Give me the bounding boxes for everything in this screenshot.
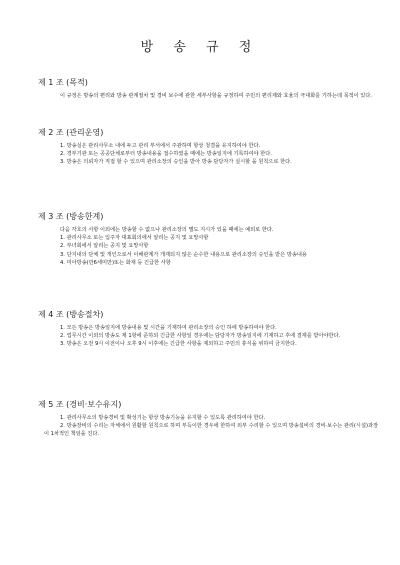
article-2	[38, 128, 378, 167]
article-clause: 3. 방송은 오전 9시 이전이나 오후 9시 이후에는 긴급한 사항을 제외하고 주민의 휴식을 위하여 금지한다.	[60, 341, 297, 348]
article-clause: 1. 모든 방송은 방송일지에 방송내용 및 시간을 기재하여 관리소장의 승인 하에 방송하여야 한다.	[60, 325, 277, 331]
article-paragraph: 이 규정은 방송의 편리와 방송 관계절차 및 경비 보수에 관한 세부사항을 규정하여 주민의 편리제와 효율의 극대화를 기하는데 목적이 있다.	[60, 93, 372, 99]
article-clause: 1. 방송실은 관리사무소 내에 두고 관리 부서에서 주관하며 항상 청결을 유지하여야 한다.	[60, 143, 261, 149]
article-intro: 다음 각호의 사항 이외에는 방송할 수 없으나 관리소장의 별도 지시가 있을 때에는 예외로 한다.	[60, 227, 274, 233]
article-clause: 1. 관리사무소 또는 입주자 대표회의에서 알리는 공지 및 요망사항	[60, 235, 209, 242]
article-clause: 1. 관리사무소의 방송경비 및 확성기는 항상 방송기능을 유지할 수 있도록 관리하여야 한다.	[60, 415, 266, 421]
article-clause: 2. 업무시간 이외의 방송도 제 1항에 준하되 긴급한 사항일 경우에는 담당자가 방송일지에 기재하고 후에 결재를 받아야한다.	[60, 333, 341, 340]
article-5	[38, 400, 378, 439]
article-clause: 2. 부녀회에서 알리는 공지 및 요망사항	[60, 243, 149, 250]
article-clause: 4. 미아방송(만6세미만)또는 화재 등 긴급한 사항	[60, 259, 171, 266]
document-title: 방 송 규 정	[140, 40, 260, 55]
article-1	[38, 78, 378, 100]
article-heading: 제 3 조 (방송한계)	[38, 212, 104, 221]
article-3	[38, 212, 378, 267]
article-heading: 제 2 조 (관리운영)	[38, 128, 104, 137]
article-4	[38, 310, 378, 349]
article-heading: 제 5 조 (경비·보수유지)	[38, 400, 122, 409]
article-clause: 2. 경부기관 또는 공공단체로부터 방송내용을 접수하였을 때에는 방송일지에 기록하여야 한다.	[60, 151, 272, 158]
article-heading: 제 1 조 (목적)	[38, 78, 88, 87]
article-clause: 3. 방송은 의뢰자가 직접 할 수 있으며 관리소장의 승인을 받아 방송 담당자가 실시할 을 원칙으로 한다.	[60, 159, 292, 166]
article-clause: 2. 방송장비의 수리는 자체에서 원활할 원칙으로 하며 부득이한 경우에 한하여 외부 수리할 수 있으며 방송설비의 경비·보수는 관리(시설)과장이 1차적인 책임을 진다.	[44, 423, 378, 438]
article-clause: 3. 단지내의 단체 및 개인으로서 이해관계가 개재되지 않은 순수한 내용으로 관리소장의 승인을 받은 방송내용	[60, 251, 307, 258]
article-heading: 제 4 조 (방송절차)	[38, 310, 104, 319]
